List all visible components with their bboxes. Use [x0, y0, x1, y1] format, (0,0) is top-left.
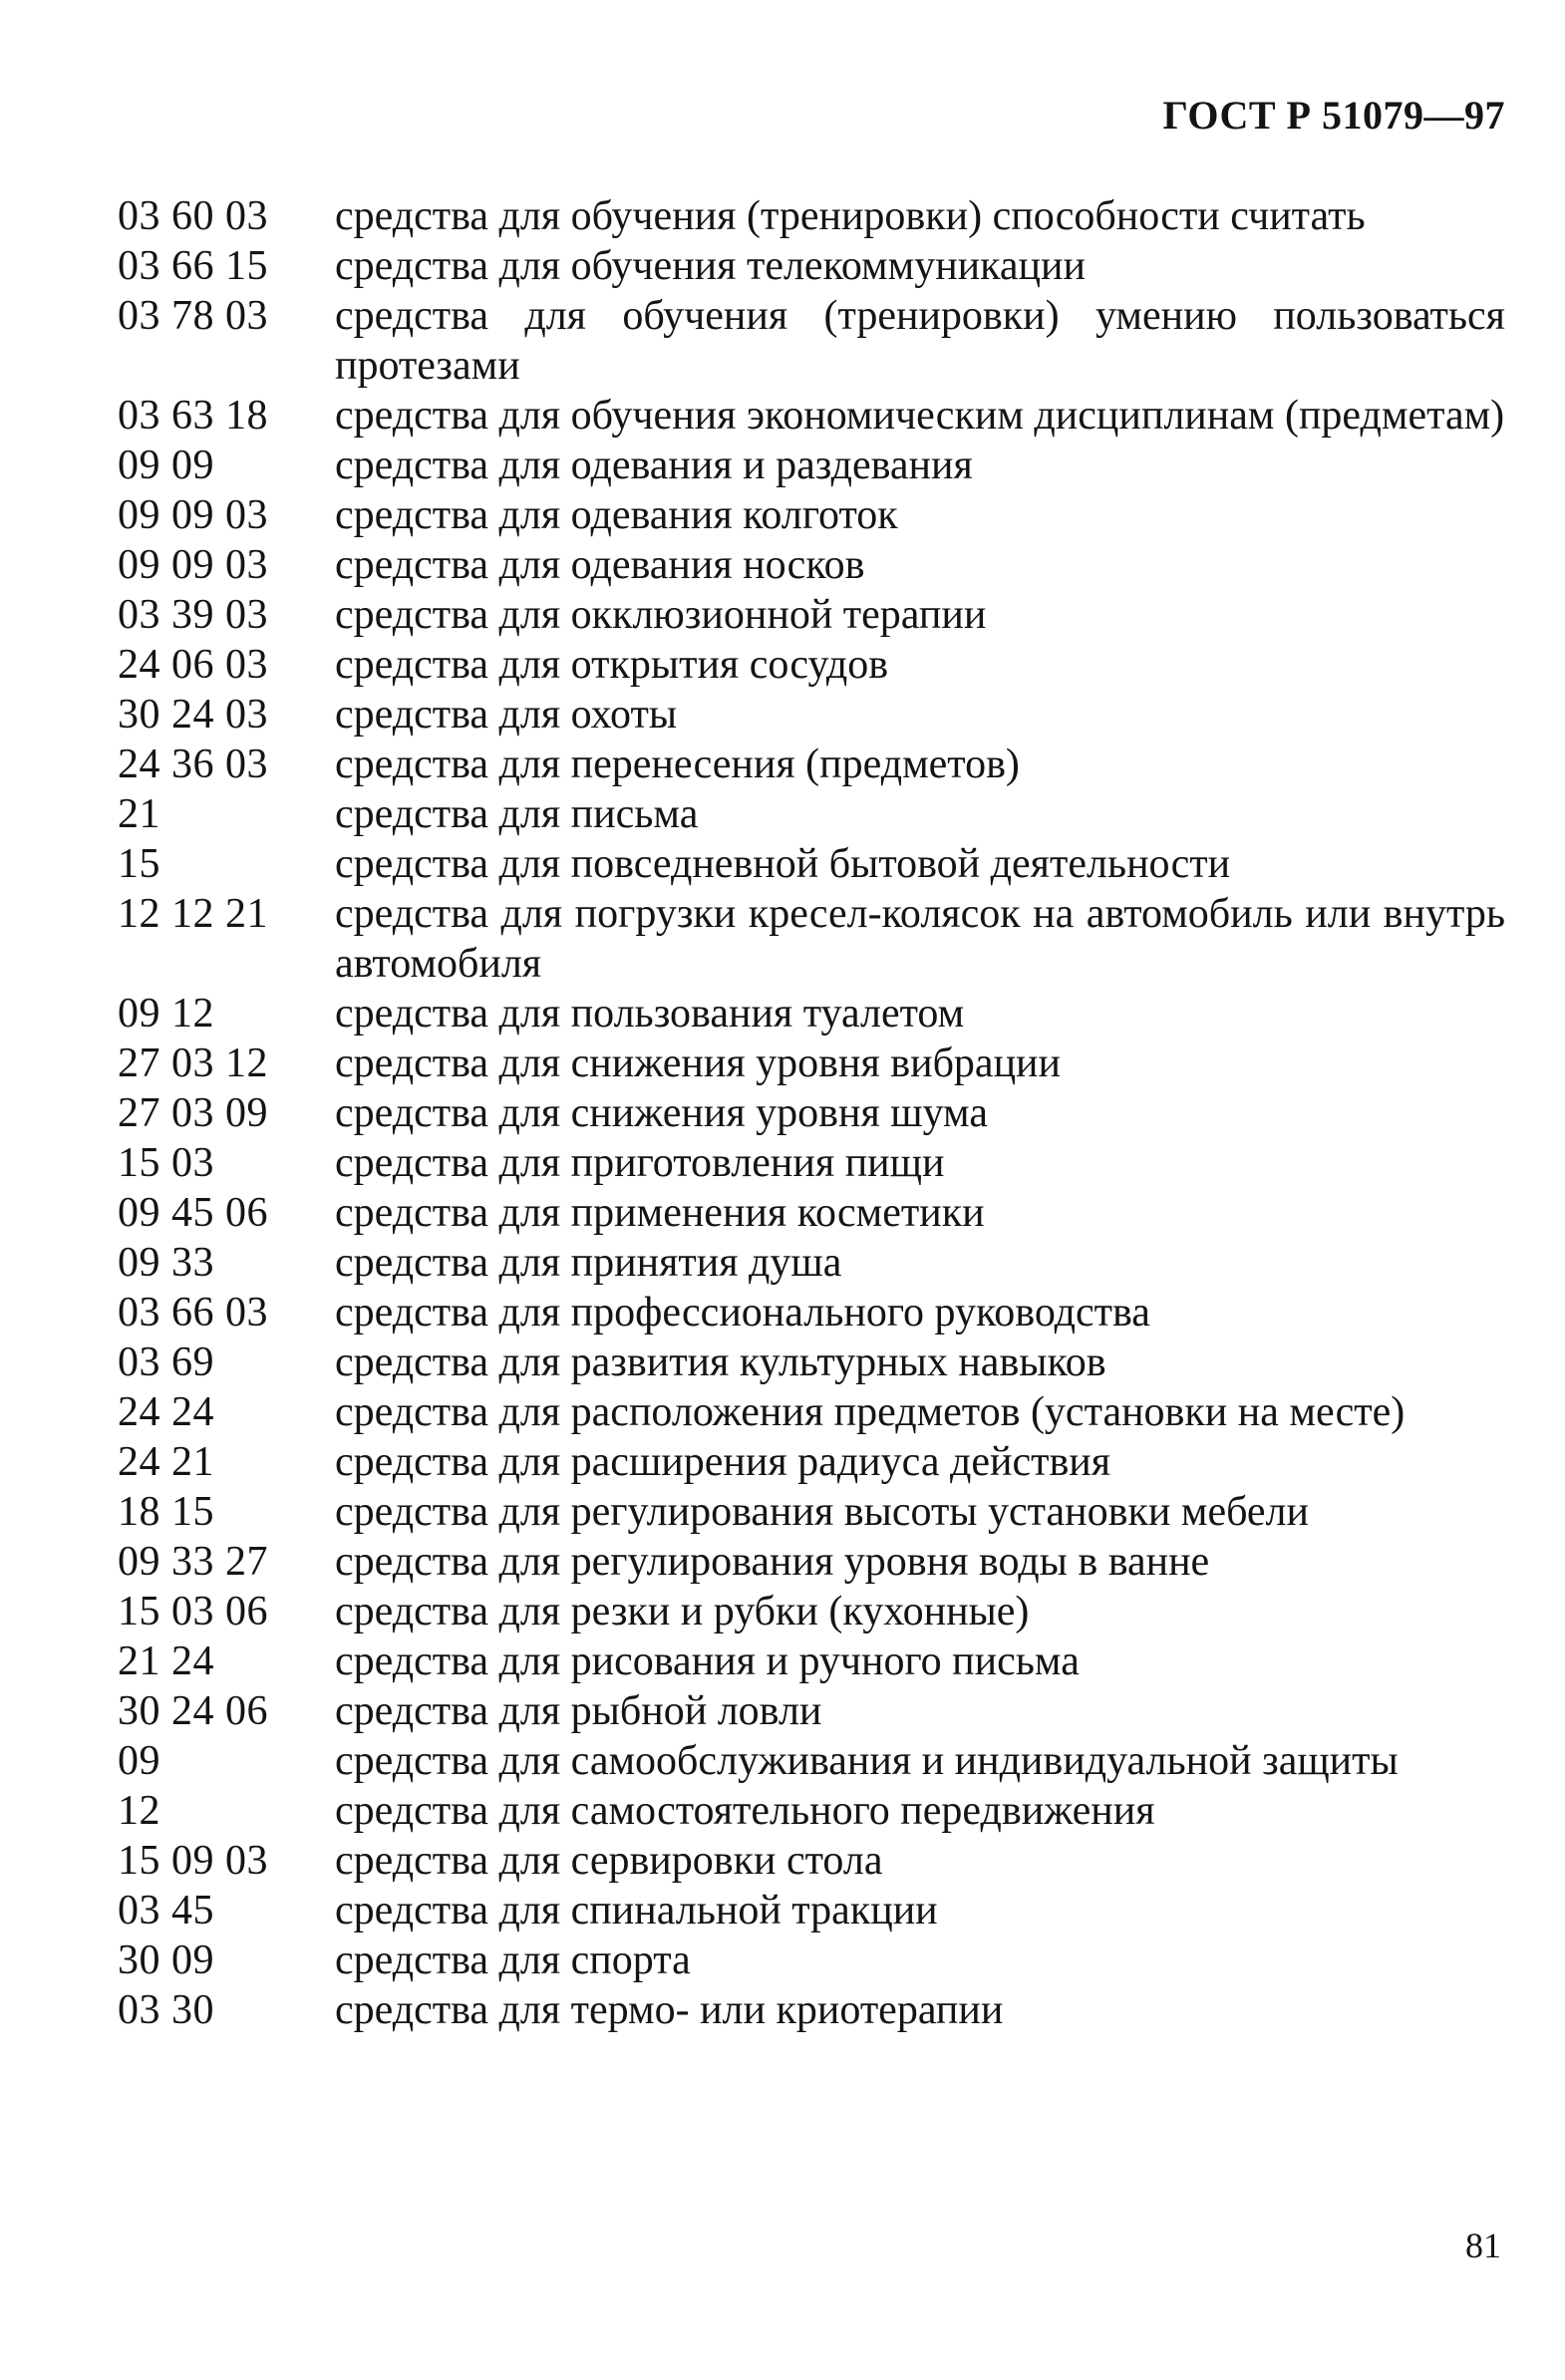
- entry-term: средства для рисования и ручного письма: [335, 1638, 1080, 1684]
- entry-code: 24 21: [118, 1439, 214, 1485]
- index-entry: [118, 640, 1505, 690]
- entry-term: средства для письма: [335, 791, 699, 837]
- entry-term: средства для обучения (тренировки) умению пользоваться протезами: [335, 293, 1505, 389]
- index-entry: [118, 740, 1505, 789]
- entry-term: средства для одевания колготок: [335, 492, 898, 538]
- entry-code: 03 39 03: [118, 592, 268, 638]
- index-entry: [118, 1088, 1505, 1138]
- entry-term: средства для принятия душа: [335, 1240, 842, 1286]
- entry-term: средства для охоты: [335, 692, 678, 738]
- entry-term: средства для расположения предметов (установки на месте): [335, 1389, 1406, 1435]
- entry-code: 03 78 03: [118, 293, 268, 339]
- index-entry: [118, 1587, 1505, 1636]
- entry-term: средства для рыбной ловли: [335, 1688, 822, 1734]
- entry-code: 03 60 03: [118, 193, 268, 239]
- entry-term: средства для профессионального руководства: [335, 1290, 1150, 1336]
- entry-term: средства для окклюзионной терапии: [335, 592, 987, 638]
- entry-term: средства для спинальной тракции: [335, 1888, 938, 1934]
- entry-term: средства для пользования туалетом: [335, 991, 965, 1037]
- entry-code: 03 45: [118, 1888, 214, 1934]
- entry-code: 03 63 18: [118, 393, 268, 439]
- index-entry: [118, 1886, 1505, 1935]
- entry-term: средства для сервировки стола: [335, 1838, 883, 1884]
- entry-code: 27 03 12: [118, 1041, 268, 1086]
- index-entry: [118, 1935, 1505, 1985]
- entry-term: средства для самообслуживания и индивидуальной защиты: [335, 1738, 1399, 1784]
- index-entry: [118, 391, 1505, 441]
- index-list: [118, 191, 1505, 2035]
- index-entry: [118, 1836, 1505, 1886]
- entry-term: средства для обучения телекоммуникации: [335, 243, 1086, 289]
- entry-code: 09 33 27: [118, 1539, 268, 1585]
- index-entry: [118, 690, 1505, 740]
- document-header: ГОСТ Р 51079—97: [1162, 93, 1505, 138]
- entry-code: 09 12: [118, 991, 214, 1037]
- entry-term: средства для снижения уровня шума: [335, 1090, 988, 1136]
- entry-term: средства для повседневной бытовой деятельности: [335, 841, 1231, 887]
- index-entry: [118, 1238, 1505, 1288]
- index-entry: [118, 1537, 1505, 1587]
- page-number: 81: [1465, 2226, 1501, 2265]
- entry-code: 21 24: [118, 1638, 214, 1684]
- entry-code: 03 30: [118, 1987, 214, 2033]
- entry-code: 30 24 06: [118, 1688, 268, 1734]
- entry-term: средства для спорта: [335, 1937, 691, 1983]
- entry-term: средства для перенесения (предметов): [335, 742, 1020, 787]
- index-entry: [118, 191, 1505, 241]
- index-entry: [118, 1686, 1505, 1736]
- entry-term: средства для термо- или криотерапии: [335, 1987, 1004, 2033]
- index-entry: [118, 490, 1505, 540]
- entry-term: средства для применения косметики: [335, 1190, 985, 1236]
- entry-code: 09 09 03: [118, 492, 268, 538]
- entry-code: 09 45 06: [118, 1190, 268, 1236]
- index-entry: [118, 1636, 1505, 1686]
- index-entry: [118, 789, 1505, 839]
- index-entry: [118, 1387, 1505, 1437]
- entry-term: средства для резки и рубки (кухонные): [335, 1589, 1030, 1635]
- entry-code: 15: [118, 841, 160, 887]
- entry-code: 21: [118, 791, 160, 837]
- entry-code: 30 09: [118, 1937, 214, 1983]
- entry-code: 27 03 09: [118, 1090, 268, 1136]
- index-entry: [118, 590, 1505, 640]
- entry-term: средства для регулирования уровня воды в ванне: [335, 1539, 1210, 1585]
- index-entry: [118, 1188, 1505, 1238]
- entry-code: 24 06 03: [118, 642, 268, 688]
- index-entry: [118, 1138, 1505, 1188]
- entry-term: средства для открытия сосудов: [335, 642, 889, 688]
- entry-term: средства для регулирования высоты установки мебели: [335, 1489, 1309, 1535]
- entry-code: 15 03: [118, 1140, 214, 1186]
- entry-term: средства для обучения экономическим дисциплинам (предметам): [335, 393, 1505, 439]
- index-entry: [118, 1039, 1505, 1088]
- entry-code: 12 12 21: [118, 891, 268, 937]
- entry-code: 03 66 03: [118, 1290, 268, 1336]
- entry-term: средства для одевания и раздевания: [335, 443, 973, 488]
- entry-code: 24 36 03: [118, 742, 268, 787]
- index-entry: [118, 441, 1505, 490]
- entry-term: средства для самостоятельного передвижения: [335, 1788, 1155, 1834]
- index-entry: [118, 1437, 1505, 1487]
- entry-term: средства для погрузки кресел-колясок на автомобиль или внутрь автомобиля: [335, 891, 1505, 987]
- entry-code: 03 66 15: [118, 243, 268, 289]
- entry-code: 15 03 06: [118, 1589, 268, 1635]
- entry-code: 12: [118, 1788, 160, 1834]
- entry-code: 03 69: [118, 1339, 214, 1385]
- index-entry: [118, 241, 1505, 291]
- index-entry: [118, 1985, 1505, 2035]
- entry-code: 18 15: [118, 1489, 214, 1535]
- index-entry: [118, 1786, 1505, 1836]
- index-entry: [118, 1288, 1505, 1338]
- entry-term: средства для обучения (тренировки) способности считать: [335, 193, 1366, 239]
- entry-code: 09: [118, 1738, 160, 1784]
- entry-term: средства для одевания носков: [335, 542, 865, 588]
- index-entry: [118, 1338, 1505, 1387]
- index-entry: [118, 291, 1505, 391]
- entry-term: средства для снижения уровня вибрации: [335, 1041, 1062, 1086]
- entry-term: средства для приготовления пищи: [335, 1140, 945, 1186]
- entry-code: 15 09 03: [118, 1838, 268, 1884]
- entry-code: 09 09: [118, 443, 214, 488]
- index-entry: [118, 839, 1505, 889]
- index-entry: [118, 540, 1505, 590]
- index-entry: [118, 1487, 1505, 1537]
- entry-term: средства для развития культурных навыков: [335, 1339, 1106, 1385]
- entry-code: 24 24: [118, 1389, 214, 1435]
- entry-code: 30 24 03: [118, 692, 268, 738]
- entry-code: 09 33: [118, 1240, 214, 1286]
- entry-code: 09 09 03: [118, 542, 268, 588]
- index-entry: [118, 989, 1505, 1039]
- index-entry: [118, 1736, 1505, 1786]
- index-entry: [118, 889, 1505, 989]
- entry-term: средства для расширения радиуса действия: [335, 1439, 1111, 1485]
